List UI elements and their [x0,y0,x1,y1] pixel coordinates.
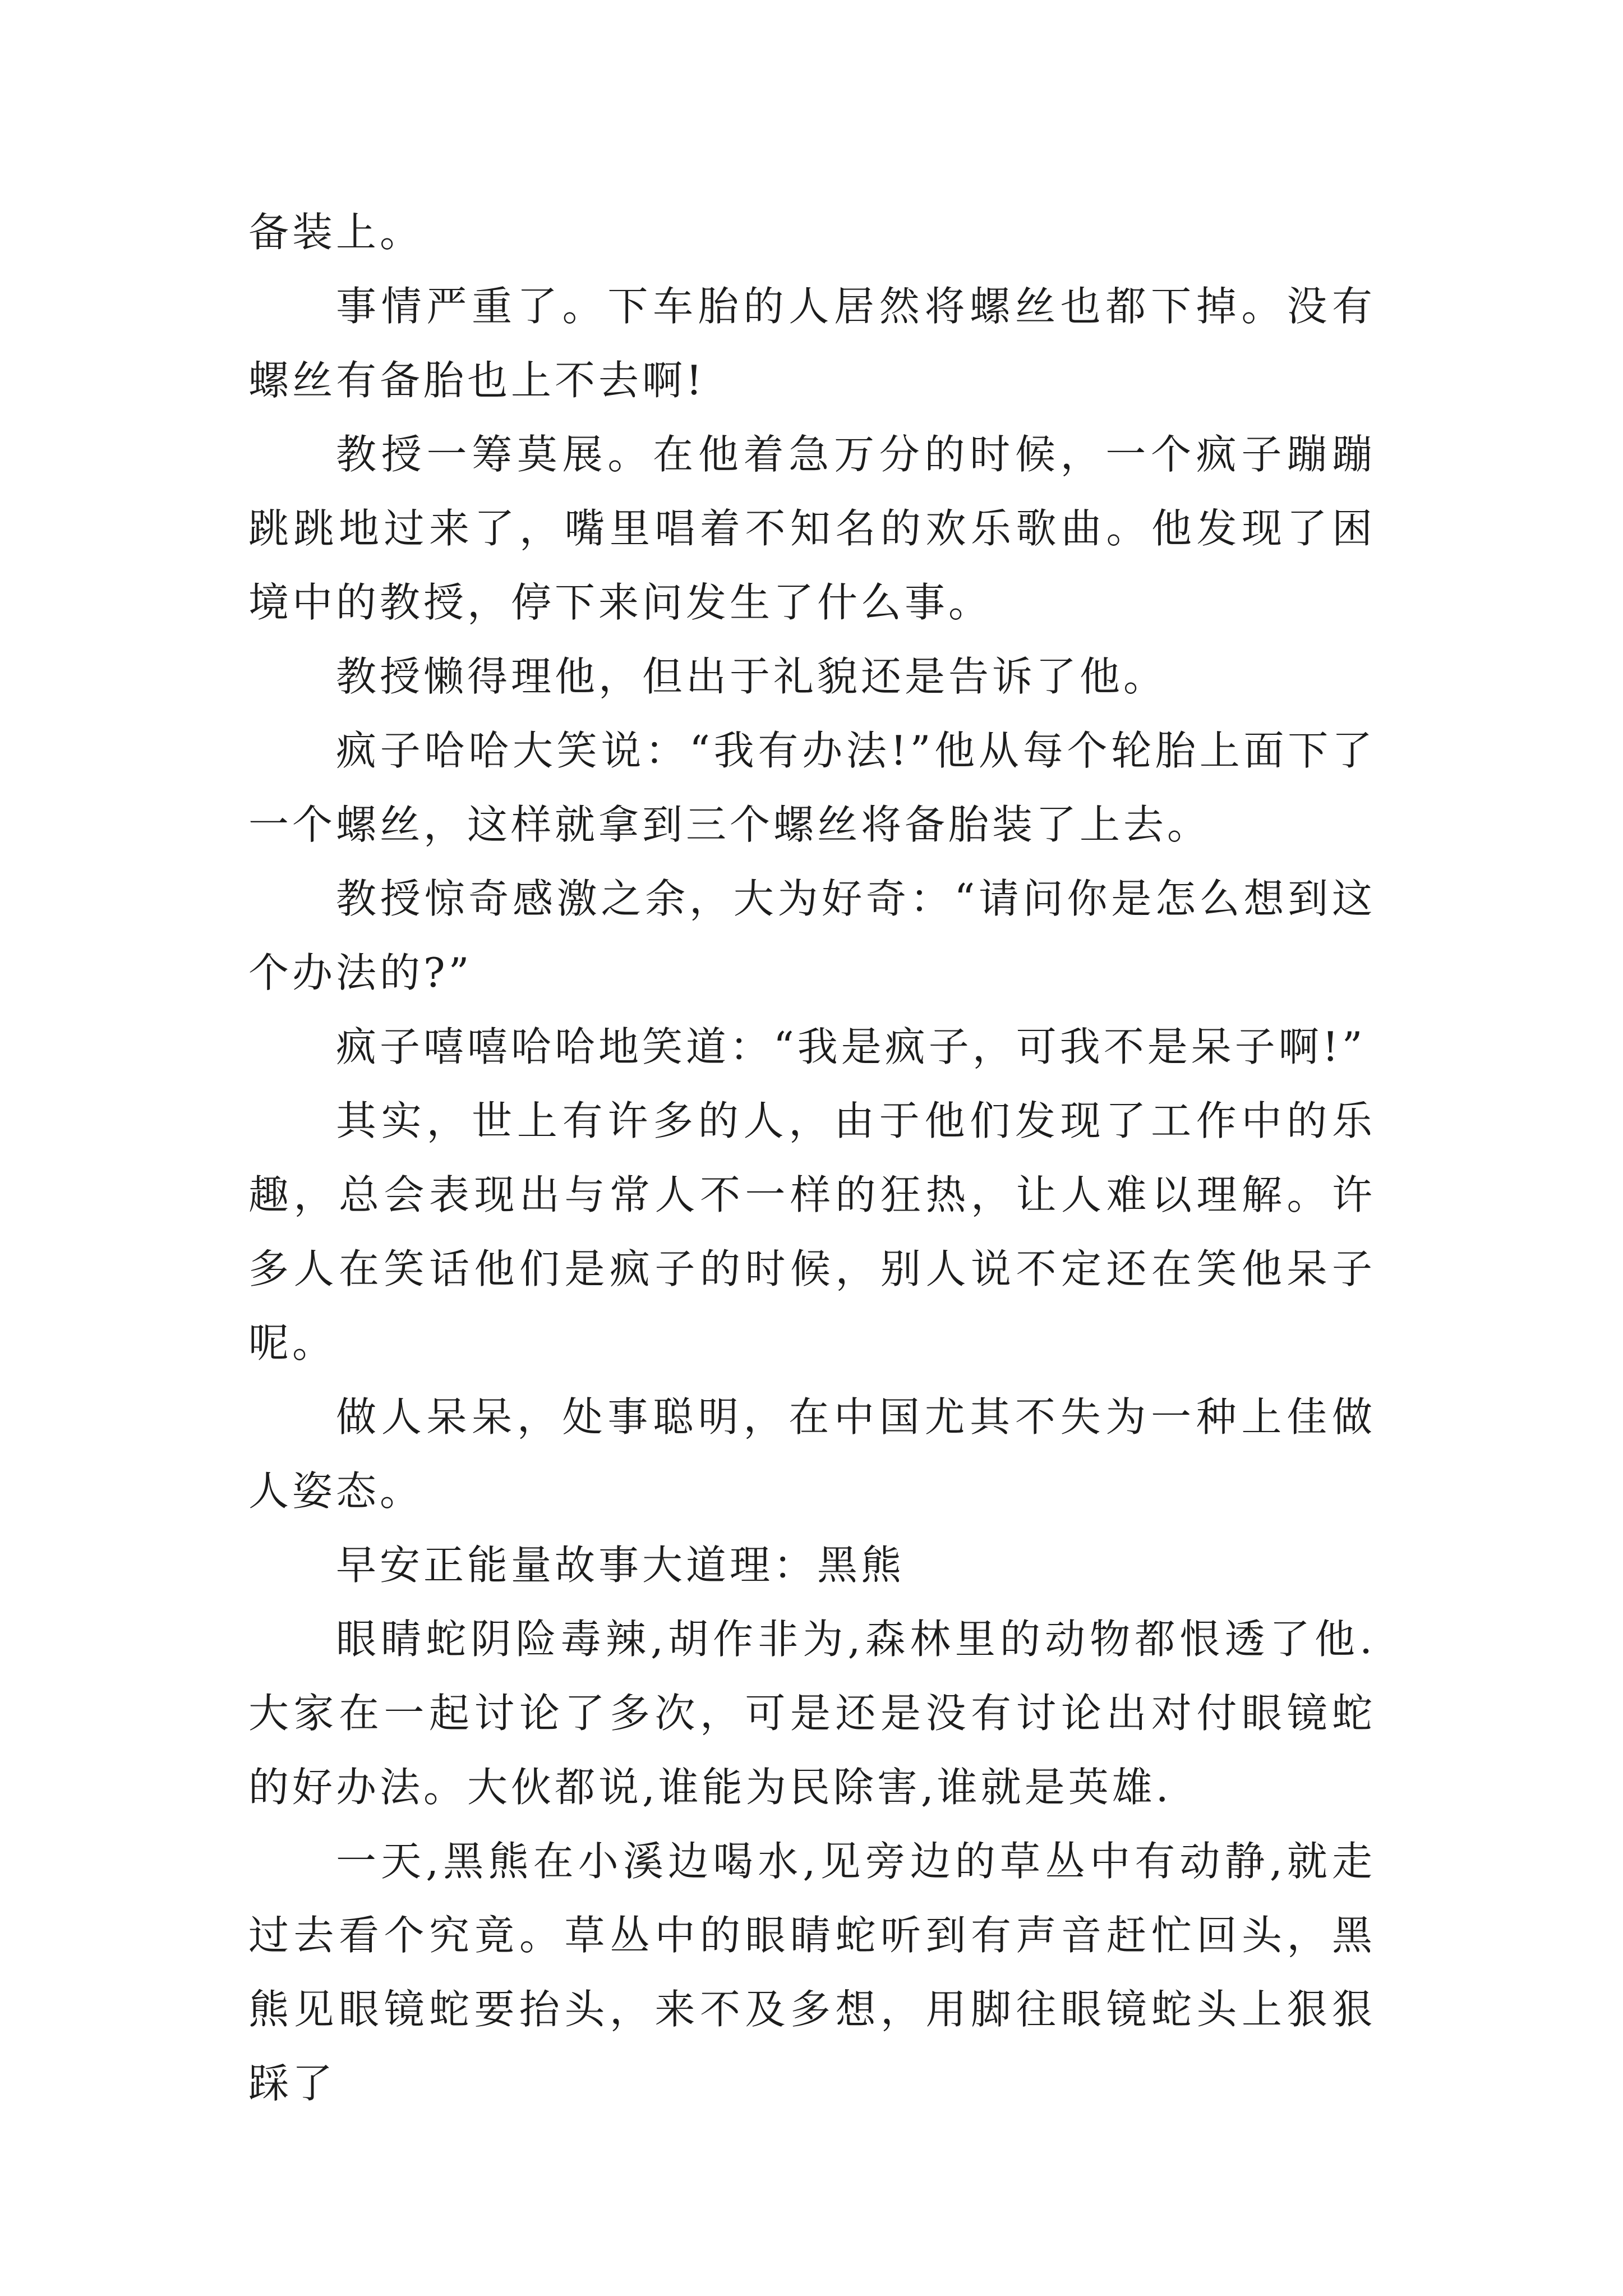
section-heading: 早安正能量故事大道理：黑熊 [336,1542,905,1589]
paragraph: 其实，世上有许多的人，由于他们发现了工作中的乐趣，总会表现出与常人不一样的狂热，让人难以理解。许多人在笑话他们是疯子的时候，别人说不定还在笑他呆子呢。 [248,1097,1376,1366]
document-body [248,195,1376,2120]
paragraph: 疯子哈哈大笑说：“我有办法!”他从每个轮胎上面下了一个螺丝，这样就拿到三个螺丝将备胎装了上去。 [248,727,1376,848]
paragraph-continuation: 备装上。 [248,209,424,256]
paragraph: 事情严重了。下车胎的人居然将螺丝也都下掉。没有螺丝有备胎也上不去啊! [248,283,1376,404]
paragraph: 教授惊奇感激之余，大为好奇：“请问你是怎么想到这个办法的?” [248,875,1376,996]
paragraph: 眼睛蛇阴险毒辣,胡作非为,森林里的动物都恨透了他.大家在一起讨论了多次，可是还是没有讨论出对付眼镜蛇的好办法。大伙都说,谁能为民除害,谁就是英雄. [248,1616,1376,1811]
paragraph: 一天,黑熊在小溪边喝水,见旁边的草丛中有动静,就走过去看个究竟。草丛中的眼睛蛇听到有声音赶忙回头，黑熊见眼镜蛇要抬头，来不及多想，用脚往眼镜蛇头上狠狠踩了 [248,1838,1376,2107]
paragraph: 做人呆呆，处事聪明，在中国尤其不失为一种上佳做人姿态。 [248,1393,1376,1515]
paragraph: 教授懒得理他，但出于礼貌还是告诉了他。 [336,653,1168,700]
paragraph: 疯子嘻嘻哈哈地笑道：“我是疯子，可我不是呆子啊!” [336,1023,1366,1070]
paragraph: 教授一筹莫展。在他着急万分的时候，一个疯子蹦蹦跳跳地过来了，嘴里唱着不知名的欢乐歌曲。他发现了困境中的教授，停下来问发生了什么事。 [248,431,1376,626]
